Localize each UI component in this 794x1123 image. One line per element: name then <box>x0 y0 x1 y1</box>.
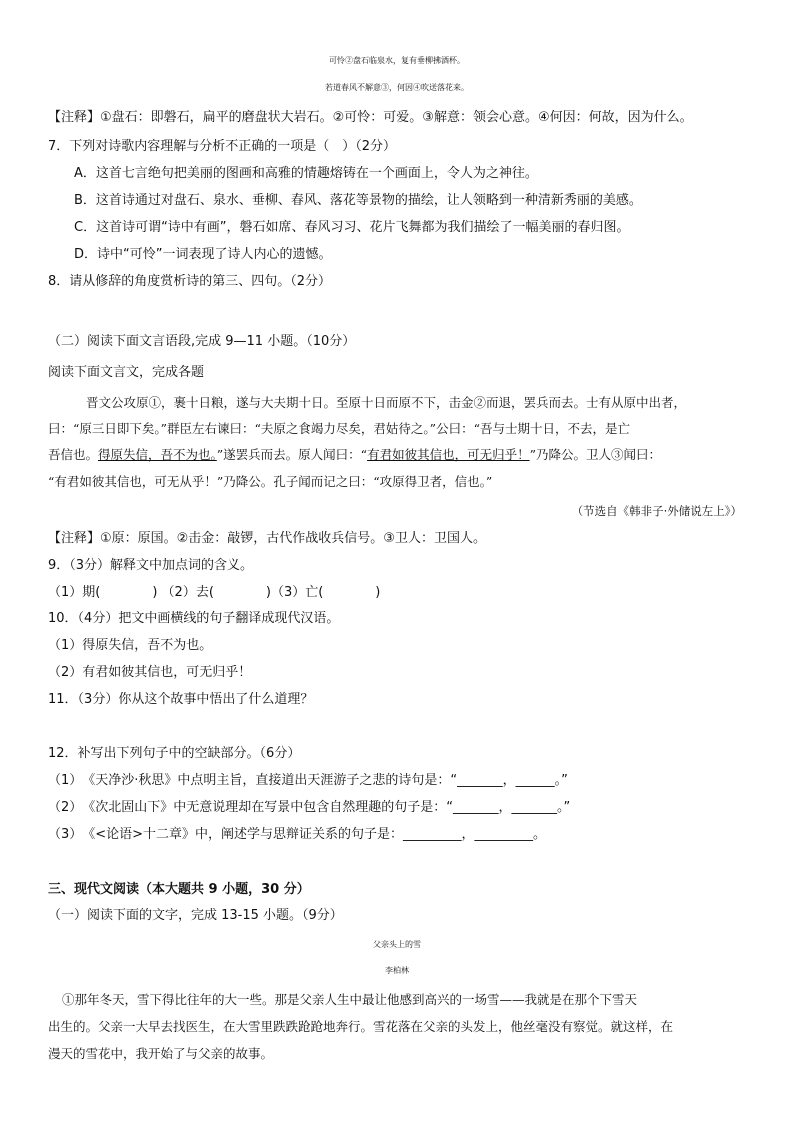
text-segment: ”乃降公。卫人③闻曰： <box>529 447 661 462</box>
text-segment: 吾信也。 <box>48 447 99 462</box>
question-12-stem: 12．补写出下列句子中的空缺部分。（6分） <box>48 746 301 761</box>
section-2-heading: （二）阅读下面文言语段,完成 9—11 小题。（10分） <box>48 334 356 349</box>
question-7-option-d: D．诗中“可怜”一词表现了诗人内心的遗憾。 <box>74 247 332 262</box>
text-segment: ”遂罢兵而去。原人闻曰：“ <box>216 447 368 462</box>
article-paragraph-line-3: 漫天的雪花中，我开始了与父亲的故事。 <box>48 1046 274 1061</box>
underlined-sentence-1: 得原失信，吾不为也。 <box>98 447 217 462</box>
question-12-item-3: （3） 《<论语>十二章》中，阐述学与思辩证关系的句子是：_________，_________。 <box>48 827 547 842</box>
question-10-stem: 10．（4分）把文中画横线的句子翻译成现代汉语。 <box>48 611 340 626</box>
question-12-item-2: （2） 《次北固山下》中无意说理却在写景中包含自然理趣的句子是：“_______，_______。” <box>48 800 571 815</box>
question-9-stem: 9．（3分）解释文中加点词的含义。 <box>48 558 254 573</box>
question-7-stem: 7．下列对诗歌内容理解与分析不正确的一项是（ ）（2分） <box>48 139 397 154</box>
question-10-sentence-1: （1）得原失信，吾不为也。 <box>48 638 213 653</box>
question-9-items: （1）期( ) （2）去( )（3）亡( ) <box>48 585 381 600</box>
classical-text-line-4: “有君如彼其信也，可无从乎！”乃降公。孔子闻而记之曰：“攻原得卫者，信也。” <box>48 474 493 489</box>
question-8: 8．请从修辞的角度赏析诗的第三、四句。（2分） <box>48 274 332 289</box>
question-7-option-b: B．这首诗通过对盘石、泉水、垂柳、春风、落花等景物的描绘，让人领略到一种清新秀丽的美感。 <box>74 193 642 208</box>
poem-line-4: 若道春风不解意③，何因④吹送落花来。 <box>325 83 469 92</box>
section-2-intro: 阅读下面文言文，完成各题 <box>48 365 205 380</box>
section-3-heading: 三、现代文阅读（本大题共 9 小题，30 分） <box>48 882 310 897</box>
article-author: 李柏林 <box>385 966 409 975</box>
poem-line-3: 可怜②盘石临泉水，复有垂柳拂酒杯。 <box>329 56 465 65</box>
classical-text-line-1: 晋文公攻原①，裹十日粮，遂与大夫期十日。至原十日而原不下，击金②而退，罢兵而去。士有从原中出者， <box>86 395 687 410</box>
question-7-option-c: C．这首诗可谓“诗中有画”，磐石如席、春风习习、花片飞舞都为我们描绘了一幅美丽的春归图。 <box>74 220 630 235</box>
article-paragraph-line-2: 出生的。父亲一大早去找医生，在大雪里跌跌跄跄地奔行。雪花落在父亲的头发上，他丝毫没有察觉。就这样，在 <box>48 1019 674 1034</box>
question-7-option-a: A．这首七言绝句把美丽的图画和高雅的情趣熔铸在一个画面上，令人为之神往。 <box>74 166 538 181</box>
article-title: 父亲头上的雪 <box>373 940 421 949</box>
question-10-sentence-2: （2）有君如彼其信也，可无归乎！ <box>48 665 252 680</box>
article-paragraph-line-1: ①那年冬天，雪下得比往年的大一些。那是父亲人生中最让他感到高兴的一场雪——我就是在那个下雪天 <box>62 992 638 1007</box>
poem-annotation: 【注释】①盘石：即磐石，扁平的磨盘状大岩石。②可怜：可爱。③解意：领会心意。④何因：何故，因为什么。 <box>48 110 693 125</box>
section-3-subheading: （一）阅读下面的文字，完成 13-15 小题。（9分） <box>48 908 343 923</box>
question-11: 11．（3分）你从这个故事中悟出了什么道理？ <box>48 692 314 707</box>
text-source: （节选自《韩非子·外储说左上》） <box>571 504 742 518</box>
question-12-item-1: （1） 《天净沙·秋思》中点明主旨，直接道出天涯游子之悲的诗句是：“_______，______。” <box>48 773 568 788</box>
classical-text-line-3 <box>48 446 661 464</box>
underlined-sentence-2: 有君如彼其信也，可无归乎！ <box>367 447 530 462</box>
classical-annotation: 【注释】①原：原国。②击金：敲锣，古代作战收兵信号。③卫人：卫国人。 <box>48 531 486 546</box>
classical-text-line-2: 曰：“原三日即下矣。”群臣左右谏曰：“夫原之食竭力尽矣，君姑待之。”公曰：“吾与士期十日，不去，是亡 <box>48 421 630 436</box>
